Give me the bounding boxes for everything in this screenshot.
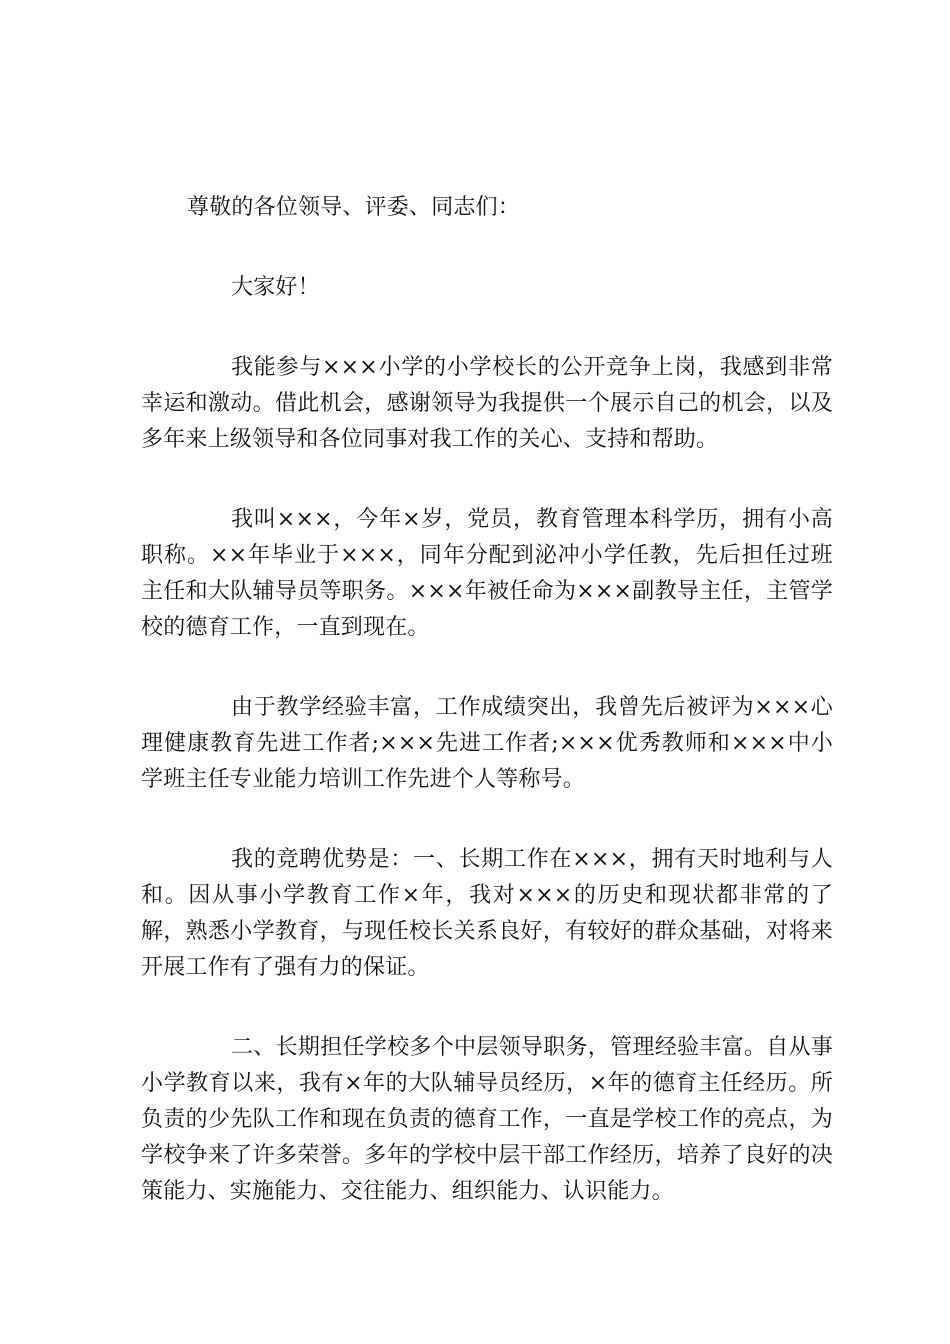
paragraph-advantage-one: 我的竞聘优势是：一、长期工作在×××，拥有天时地利与人和。因从事小学教育工作×年，我对×××的历史和现状都非常的了解，熟悉小学教育，与现任校长关系良好，有较好的群众基础，对将来开展工作有了强有力的保证。	[141, 847, 833, 980]
salutation: 尊敬的各位领导、评委、同志们：	[187, 195, 521, 220]
paragraph-background: 我叫×××，今年×岁，党员，教育管理本科学历，拥有小高职称。××年毕业于×××，同年分配到泌冲小学任教，先后担任过班主任和大队辅导员等职务。×××年被任命为×××副教导主任，主管学校的德育工作，一直到现在。	[141, 507, 833, 640]
paragraph-intro: 我能参与×××小学的小学校长的公开竞争上岗，我感到非常幸运和激动。借此机会，感谢领导为我提供一个展示自己的机会，以及多年来上级领导和各位同事对我工作的关心、支持和帮助。	[141, 355, 833, 452]
greeting: 大家好！	[231, 275, 320, 300]
paragraph-honors: 由于教学经验丰富，工作成绩突出，我曾先后被评为×××心理健康教育先进工作者;×××先进工作者;×××优秀教师和×××中小学班主任专业能力培训工作先进个人等称号。	[141, 695, 833, 792]
document-body	[141, 190, 833, 1254]
paragraph-advantage-two: 二、长期担任学校多个中层领导职务，管理经验丰富。自从事小学教育以来，我有×年的大队辅导员经历，×年的德育主任经历。所负责的少先队工作和现在负责的德育工作，一直是学校工作的亮点，为学校争来了许多荣誉。多年的学校中层干部工作经历，培养了良好的决策能力、实施能力、交往能力、组织能力、认识能力。	[141, 1035, 833, 1204]
